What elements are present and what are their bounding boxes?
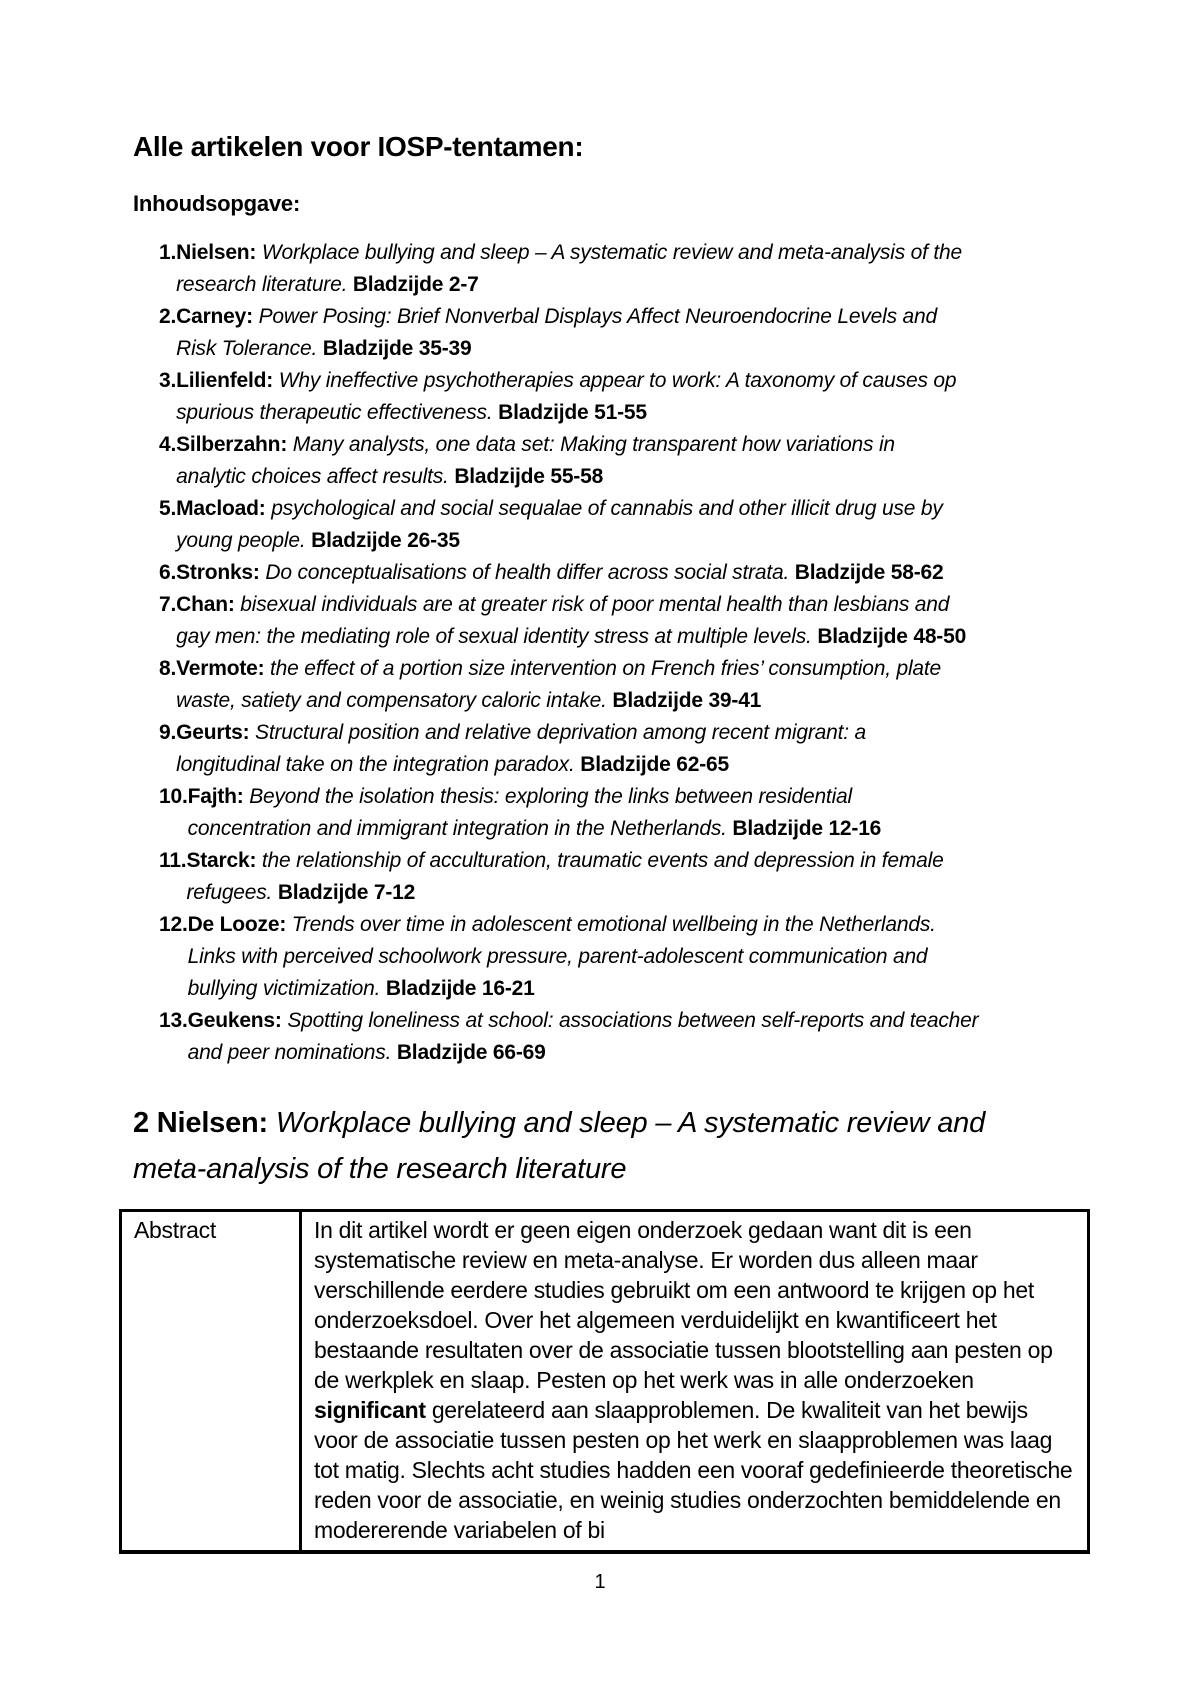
toc-item-number: 10. [159,785,188,808]
toc-item-title: Trends over time in adolescent emotional wellbeing in the Netherlands. Links with perceived schoolwork pressure, parent-adolescent communication and bullying victimization. [187,913,936,1000]
toc-item [133,589,1080,653]
toc-item-pages: Bladzijde 39-41 [612,689,762,712]
toc-item-author: Stronks: [176,561,260,584]
toc-item-number: 4. [159,433,177,456]
toc-item-pages: Bladzijde 12-16 [732,817,882,840]
toc-item-author: Geukens: [187,1009,282,1032]
toc-item-pages: Bladzijde 16-21 [385,977,535,1000]
toc-item [133,301,1080,365]
toc-item-author: Carney: [176,305,253,328]
toc-item-text [176,301,968,365]
toc-item-pages: Bladzijde 58-62 [794,561,944,584]
toc-item-number: 7. [159,593,177,616]
toc-item-number: 1. [159,241,177,264]
toc-item-number: 5. [159,497,177,520]
abstract-text-after: gerelateerd aan slaapproblemen. De kwaliteit van het bewijs voor de associatie tussen pesten op het werk en slaapproblemen was laag tot matig. Slechts acht studies hadden een vooraf gedefinieerde theoretische reden voor de associatie, en weinig studies onderzochten bemiddelende en modererende variabelen of bi [314,1397,1073,1543]
abstract-bold-word: significant [314,1397,426,1423]
abstract-text-before: In dit artikel wordt er geen eigen onderzoek gedaan want dit is een systematische review en meta-analyse. Er worden dus alleen maar verschillende eerdere studies gebruikt om een antwoord te krijgen op het onderzoeksdoel. Over het algemeen verduidelijkt en kwantificeert het bestaande resultaten over de associatie tussen blootstelling aan pesten op de werkplek en slaap. Pesten op het werk was in alle onderzoeken [314,1217,1053,1393]
toc-item-author: De Looze: [187,913,287,936]
toc-item-text [188,909,980,1005]
toc-item [133,717,1080,781]
toc-item-number: 3. [159,369,177,392]
toc-item-number: 12. [159,913,188,936]
toc-item [133,909,1080,1005]
toc-item-text [176,429,968,493]
toc-item-author: Vermote: [176,657,265,680]
toc-item [133,557,1080,589]
toc-item-text [188,1005,980,1069]
toc-item [133,845,1080,909]
toc-item-number: 6. [159,561,177,584]
toc-item-author: Silberzahn: [176,433,288,456]
toc-item-text [176,589,968,653]
toc-item-author: Fajth: [187,785,244,808]
toc-item [133,365,1080,429]
toc-item-number: 13. [159,1009,188,1032]
toc-item [133,429,1080,493]
toc-item-title: Many analysts, one data set: Making transparent how variations in analytic choices affect results. [176,433,895,488]
toc-item-text [188,781,980,845]
toc-item-title: Workplace bullying and sleep – A systematic review and meta-analysis of the research literature. [176,241,962,296]
toc-heading: Inhoudsopgave: [133,191,301,216]
toc-item-title: Why ineffective psychotherapies appear to work: A taxonomy of causes op spurious therapeutic effectiveness. [176,369,957,424]
abstract-table [119,1209,1090,1554]
toc-item [133,493,1080,557]
toc-item-author: Macload: [176,497,266,520]
toc-item-title: Beyond the isolation thesis: exploring the links between residential concentration and immigrant integration in the Netherlands. [187,785,852,840]
toc-item-pages: Bladzijde 7-12 [277,881,416,904]
toc-item-pages: Bladzijde 35-39 [322,337,472,360]
toc-item-text [176,493,968,557]
toc-item-title: Spotting loneliness at school: associations between self-reports and teacher and peer nominations. [187,1009,979,1064]
toc-item-title: Do conceptualisations of health differ across social strata. [265,561,790,584]
toc-item-text [176,365,968,429]
abstract-table-row [121,1211,1089,1553]
toc-item-author: Geurts: [176,721,250,744]
toc-item-text [186,845,978,909]
toc-item [133,237,1080,301]
toc-item-author: Lilienfeld: [176,369,274,392]
toc-item-title: bisexual individuals are at greater risk of poor mental health than lesbians and gay men: the mediating role of sexual identity stress at multiple levels. [176,593,950,648]
toc-item-pages: Bladzijde 62-65 [580,753,729,776]
toc-item-number: 8. [159,657,177,680]
toc-item-pages: Bladzijde 66-69 [396,1041,546,1064]
toc-item-title: the relationship of acculturation, traumatic events and depression in female refugees. [186,849,944,904]
toc-item-number: 11. [159,849,187,872]
toc-item-text [176,717,968,781]
toc-item-title: psychological and social sequalae of cannabis and other illicit drug use by young people. [176,497,943,552]
toc-item-pages: Bladzijde 26-35 [311,529,460,552]
page-number: 1 [594,1571,606,1593]
toc-list [133,237,1080,1069]
toc-item-number: 2. [159,305,177,328]
section-heading-title: Workplace bullying and sleep – A systematic review and meta-analysis of the research literature [133,1107,986,1185]
section-heading-prefix: 2 Nielsen: [133,1107,268,1139]
toc-item [133,1005,1080,1069]
toc-item [133,653,1080,717]
toc-item-text [176,237,968,301]
toc-item-pages: Bladzijde 2-7 [352,273,479,296]
toc-item-text [176,557,968,589]
toc-item-number: 9. [159,721,177,744]
toc-item-pages: Bladzijde 48-50 [817,625,967,648]
toc-item-author: Nielsen: [176,241,257,264]
toc-item-title: Structural position and relative deprivation among recent migrant: a longitudinal take on the integration paradox. [176,721,866,776]
toc-item-title: Power Posing: Brief Nonverbal Displays Affect Neuroendocrine Levels and Risk Tolerance. [176,305,937,360]
toc-item-title: the effect of a portion size intervention on French fries’ consumption, plate waste, satiety and compensatory caloric intake. [176,657,942,712]
toc-item-pages: Bladzijde 51-55 [498,401,647,424]
section-heading [133,1100,1063,1192]
abstract-cell [301,1211,1089,1553]
toc-item-pages: Bladzijde 55-58 [454,465,604,488]
document-title: Alle artikelen voor IOSP-tentamen: [133,131,584,162]
abstract-row-label: Abstract [121,1211,301,1553]
toc-item [133,781,1080,845]
toc-item-author: Starck: [186,849,257,872]
toc-item-author: Chan: [176,593,235,616]
toc-item-text [176,653,968,717]
